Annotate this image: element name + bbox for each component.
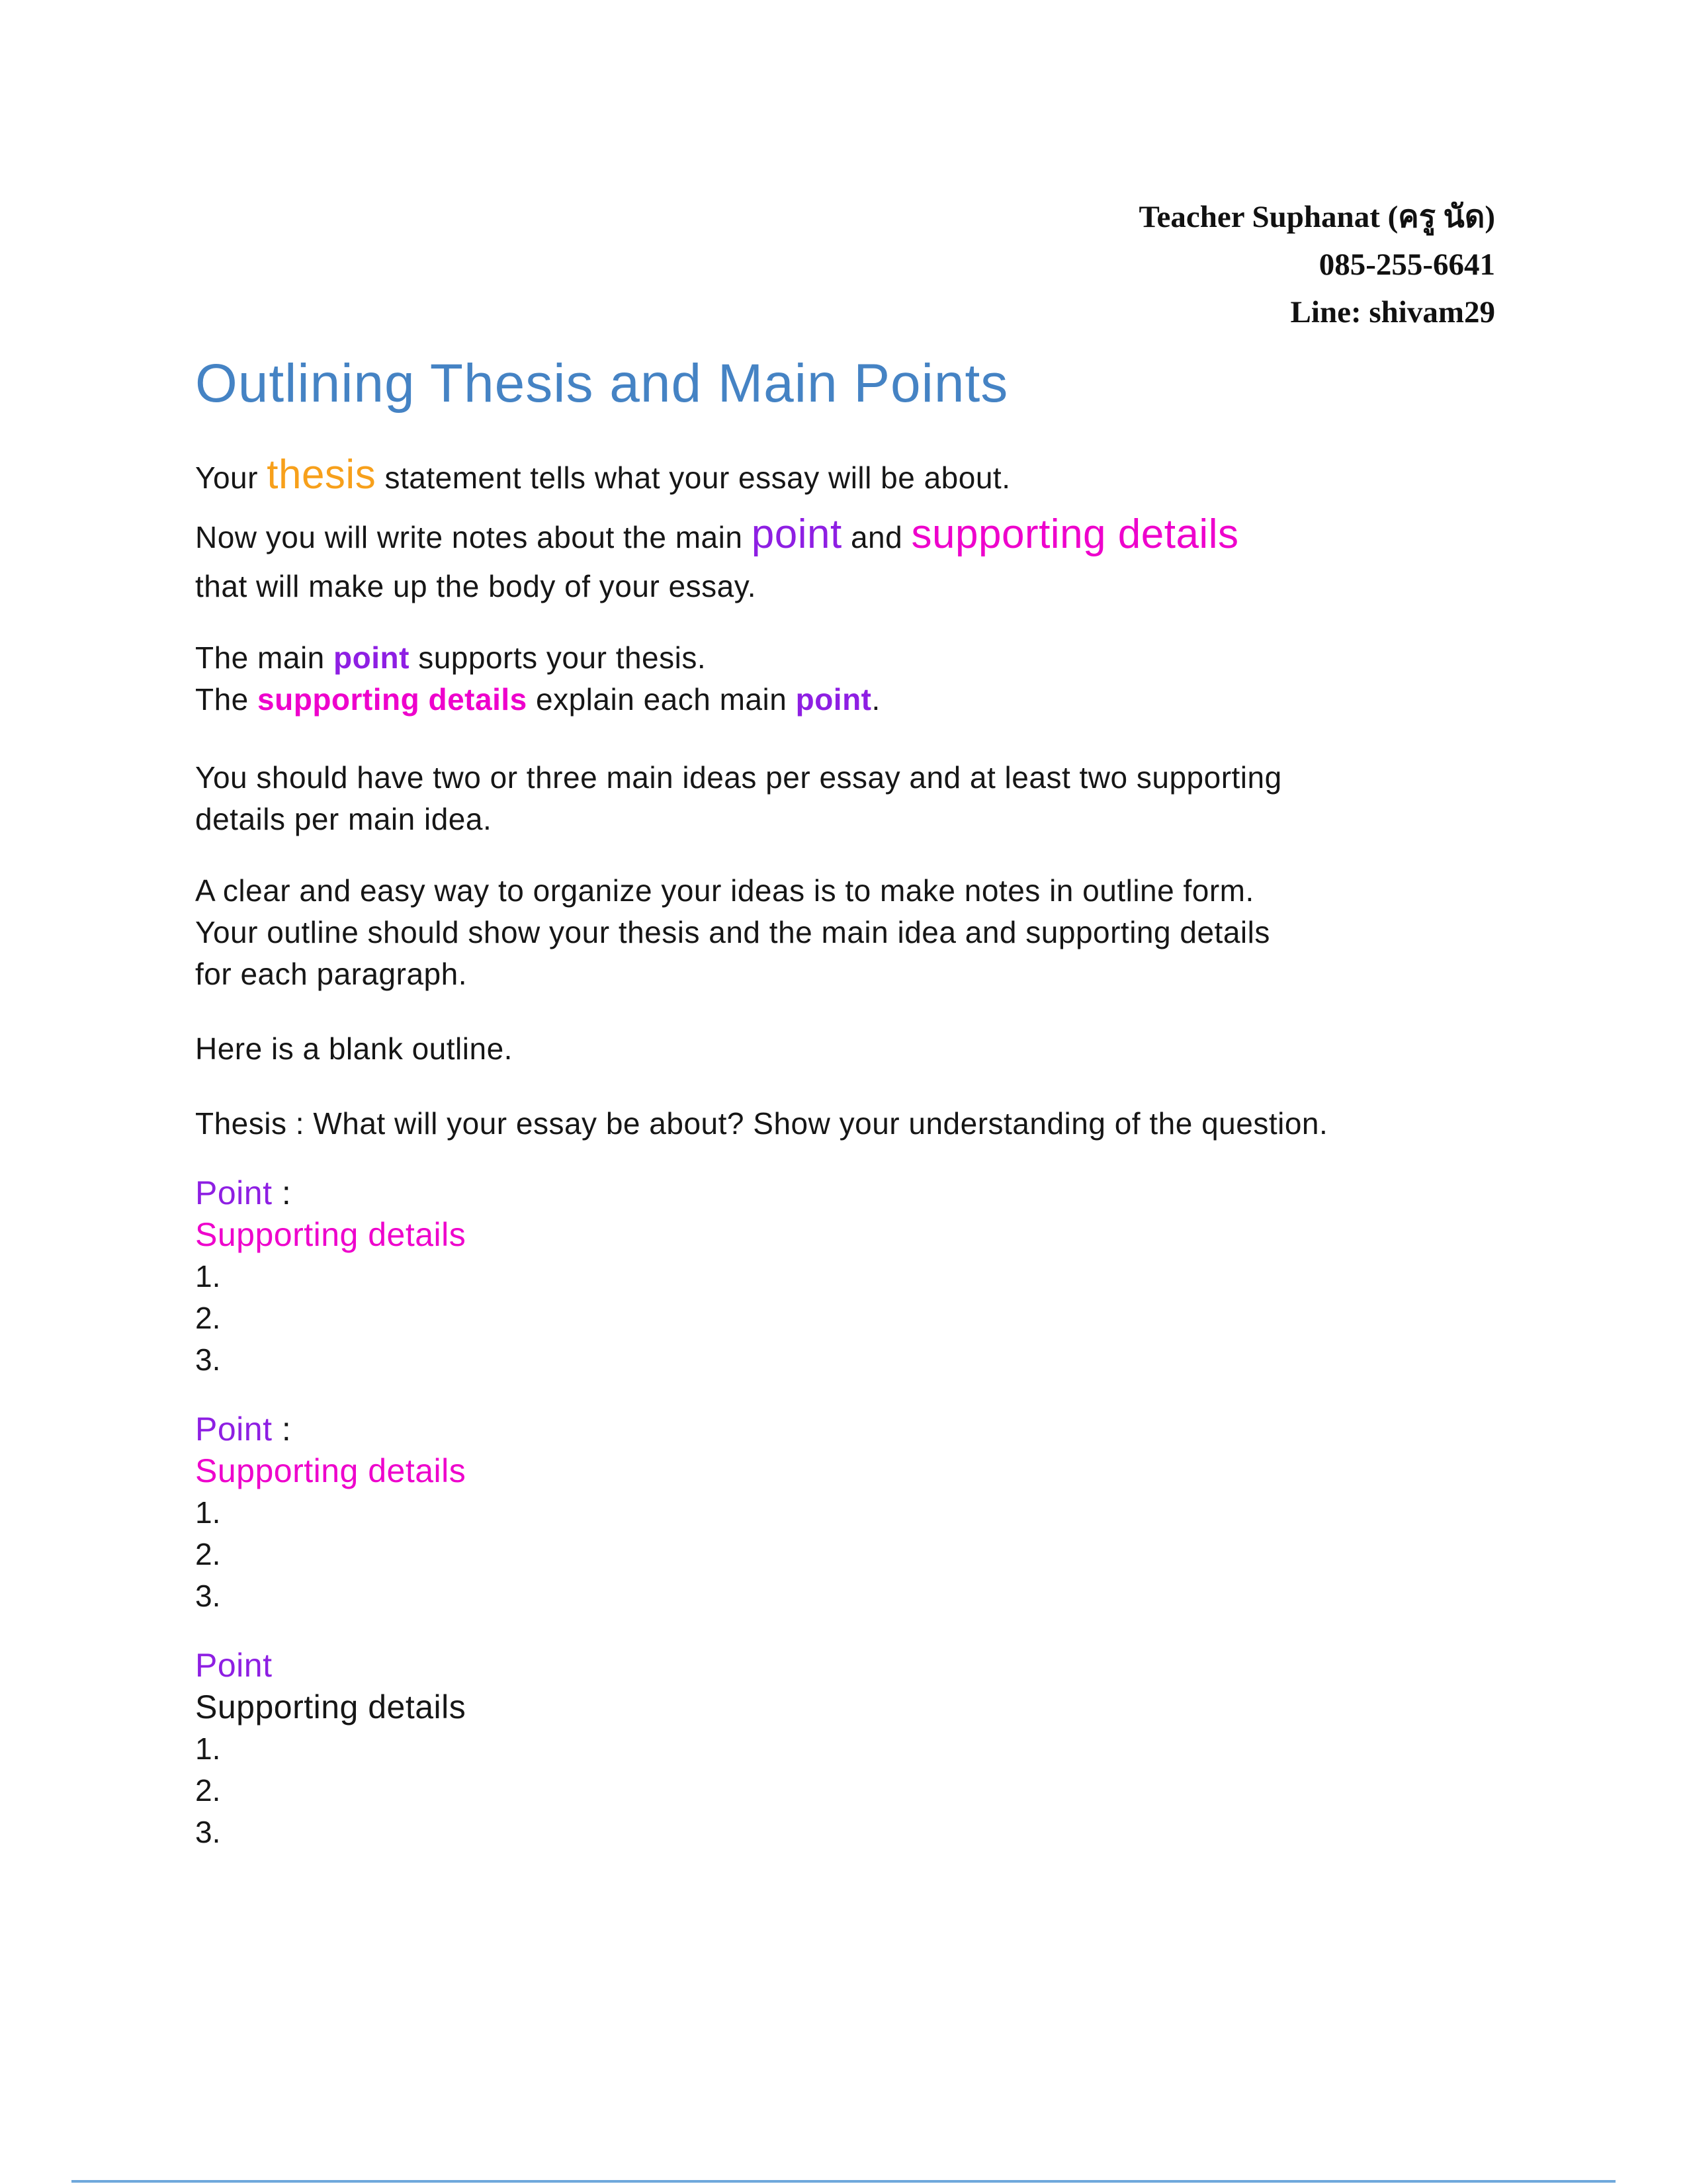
keyword-thesis: thesis [267,452,376,498]
explain-line-2 [195,679,1495,721]
intro-paragraph [195,447,1495,607]
organize-line-3: for each paragraph. [195,957,467,991]
teacher-line-id: Line: shivam29 [1290,295,1495,329]
organize-line-1: A clear and easy way to organize your ideas is to make notes in outline form. [195,873,1254,908]
organize-line-2: Your outline should show your thesis and the main idea and supporting details [195,915,1270,949]
intro-line-1 [195,447,1495,506]
point-colon: : [272,1174,292,1211]
keyword-supporting-details: supporting details [911,511,1239,557]
intro-line-2 [195,506,1495,566]
supporting-details-label: Supporting details [195,1452,466,1489]
intro-line-3: that will make up the body of your essay. [195,569,757,603]
outline-item-2: 2. [195,1773,221,1808]
outline-item-2: 2. [195,1537,221,1571]
outline-item-2: 2. [195,1301,221,1335]
explain-paragraph [195,637,1495,721]
outline-item-1: 1. [195,1495,221,1530]
keyword-point: point [795,682,872,717]
teacher-name: Teacher Suphanat (ครู นัด) [1139,200,1495,234]
supporting-details-label: Supporting details [195,1688,466,1725]
point-colon: : [272,1411,292,1448]
organize-paragraph [195,870,1495,995]
teacher-credit-block [195,193,1495,336]
intro-text: statement tells what your essay will be about. [376,460,1011,495]
blank-outline-intro [195,1028,1495,1070]
intro-text: and [842,520,912,554]
thesis-prompt [195,1103,1495,1145]
outline-item-3: 3. [195,1579,221,1613]
explain-text: explain each main [527,682,796,717]
point-label: Point [195,1411,273,1448]
intro-text: Now you will write notes about the main [195,520,752,554]
point-label-line [195,1409,1495,1450]
guideline-paragraph [195,757,1495,840]
point-label: Point [195,1647,273,1684]
outline-item-1: 1. [195,1259,221,1293]
point-label: Point [195,1174,273,1211]
keyword-point: point [333,640,410,675]
explain-text: The [195,682,258,717]
outline-block-1 [195,1172,1495,1381]
explain-text: . [871,682,881,717]
page-title: Outlining Thesis and Main Points [195,353,1009,414]
intro-text: Your [195,460,267,495]
keyword-supporting-details: supporting details [257,682,527,717]
page-bottom-border [71,2180,1616,2183]
explain-line-1 [195,637,1495,679]
outline-item-3: 3. [195,1342,221,1377]
guideline-line-2: details per main idea. [195,802,492,836]
explain-text: supports your thesis. [409,640,707,675]
teacher-phone: 085-255-6641 [1319,247,1495,282]
keyword-point: point [751,511,842,557]
guideline-line-1: You should have two or three main ideas per essay and at least two supporting [195,760,1282,795]
explain-text: The main [195,640,334,675]
supporting-details-label: Supporting details [195,1216,466,1253]
outline-item-3: 3. [195,1815,221,1849]
point-label-line [195,1645,1495,1686]
blank-outline-intro-line: Here is a blank outline. [195,1031,513,1066]
outline-item-1: 1. [195,1731,221,1766]
thesis-prompt-line: Thesis : What will your essay be about? Show your understanding of the question. [195,1106,1328,1141]
point-label-line [195,1172,1495,1214]
outline-block-2 [195,1409,1495,1617]
outline-block-3 [195,1645,1495,1853]
